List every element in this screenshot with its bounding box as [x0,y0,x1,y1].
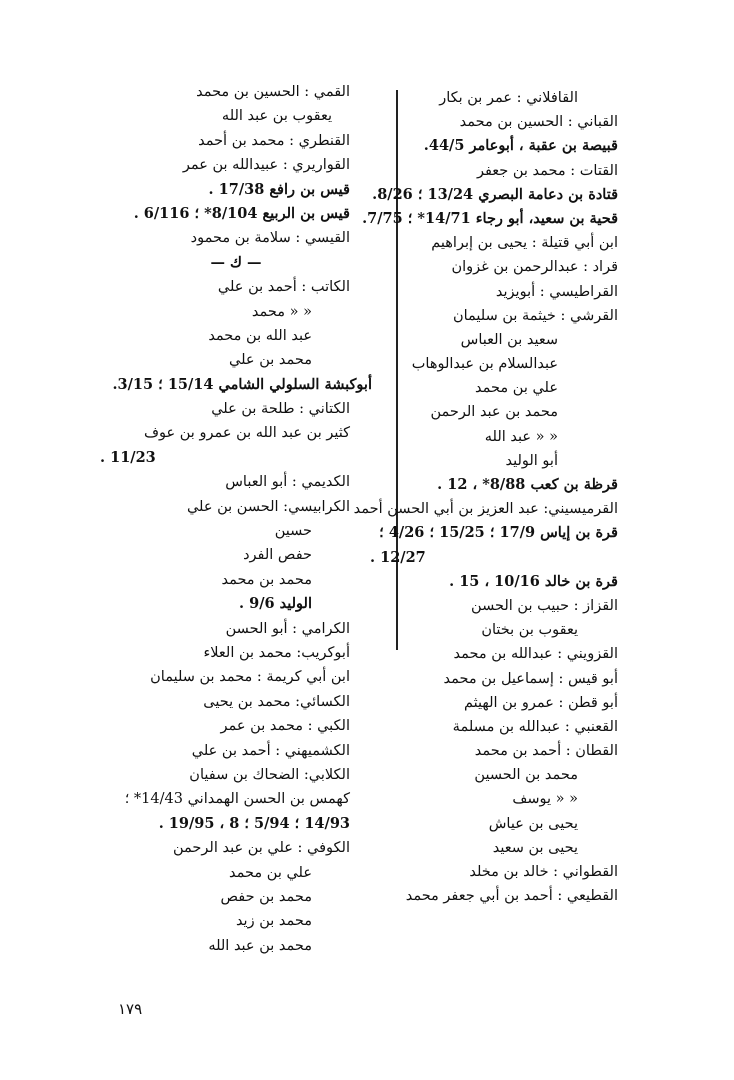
index-entry: الكوفي : علي بن عبد الرحمن [173,840,350,857]
index-entry: يحيى بن عياش [488,815,578,832]
index-entry: القطيعي : أحمد بن أبي جعفر محمد [405,888,618,905]
index-entry: ابن أبي كريمة : محمد بن سليمان [150,669,350,686]
index-entry: « « محمد [251,303,312,320]
right-column [353,86,618,908]
index-entry: قرة بن خالد 10/16 ، 15 . [449,572,618,590]
index-entry: 14/93 ؛ 5/94 ؛ 8 ، 19/95 . [158,814,350,832]
index-entry: القراطيسي : أبويزيد [495,283,618,300]
index-entry: « « يوسف [512,791,578,808]
index-entry: أبوكريب: محمد بن العلاء [203,644,350,661]
index-entry: القيسي : سلامة بن محمود [190,230,350,247]
index-entry: 11/23 . [100,448,156,466]
index-entry: عبدالسلام بن عبدالوهاب [411,356,558,373]
index-entry: محمد بن زيد [235,913,312,930]
index-entry: قرة بن إياس 17/9 ؛ 15/25 ؛ 4/26 ؛ [379,524,618,542]
index-entry: الكرامي : أبو الحسن [225,620,350,637]
index-entry: محمد بن الحسين [474,767,578,784]
index-entry: يعقوب بن بختان [481,622,578,639]
index-entry: قراد : عبدالرحمن بن غزوان [451,259,618,276]
index-entry: قرظة بن كعب 8/88* ، 12 . [437,476,618,493]
index-entry: كثير بن عبد الله بن عمرو بن عوف [143,425,350,442]
index-entry: قحية بن سعيد، أبو رجاء 14/71* ؛ 7/75. [362,209,618,227]
index-entry: علي بن محمد [475,380,558,397]
index-entry: قتادة بن دعامة البصري 13/24 ؛ 8/26. [372,185,618,203]
index-entry: محمد بن عبد الرحمن [430,404,558,421]
index-entry: محمد بن عبد الله [208,937,312,954]
index-entry: القمي : الحسين بن محمد [196,84,350,100]
index-entry: ابن أبي قتيلة : يحيى بن إبراهيم [431,235,618,252]
index-entry: « « عبد الله [484,428,558,445]
index-entry: القنطري : محمد بن أحمد [198,132,350,149]
index-entry: الكاتب : أحمد بن علي [217,279,350,296]
index-entry: محمد بن علي [229,352,312,369]
index-entry: أبو الوليد [505,452,558,469]
index-entry: القطان : أحمد بن محمد [474,743,618,760]
index-entry: علي بن محمد [229,864,312,881]
index-entry: القباني : الحسين بن محمد [459,114,618,131]
index-entry: قبيصة بن عقبة ، أبوعامر 44/5. [423,137,618,155]
index-entry: الكبي : محمد بن عمر [220,718,350,735]
index-entry: كهمس بن الحسن الهمداني 14/43* ؛ [124,791,350,808]
index-entry: أبوكبشة السلولي الشامي 15/14 ؛ 3/15. [112,375,372,393]
index-entry: 12/27 . [370,548,426,566]
index-entry: محمد بن حفص [220,888,312,905]
index-entry: أبو قطن : عمرو بن الهيثم [464,694,618,711]
index-entry: القتات : محمد بن جعفر [476,162,618,179]
index-entry: محمد بن محمد [221,571,312,588]
index-entry: القافلاني : عمر بن بكار [439,90,578,106]
index-entry: — ك — [210,253,262,271]
index-entry: حفص الفرد [243,547,312,564]
index-entry: الكتاني : طلحة بن علي [211,401,350,418]
index-entry: الوليد 9/6 . [239,595,312,613]
index-entry: القزويني : عبدالله بن محمد [453,646,618,663]
index-entry: يعقوب بن عبد الله [221,108,332,125]
index-entry: القرشي : خيثمة بن سليمان [452,307,618,324]
index-entry: الكسائي: محمد بن يحيى [203,693,350,710]
index-entry: سعيد بن العباس [460,331,558,348]
index-entry: القطواني : خالد بن مخلد [469,864,618,880]
index-entry: القواريري : عبيدالله بن عمر [182,157,350,174]
index-entry: أبو قيس : إسماعيل بن محمد [443,670,618,687]
index-entry: القرميسيني: عبد العزيز بن أبي الحسن أحمد [353,501,618,518]
left-column [100,80,372,958]
index-entry: يحيى بن سعيد [492,839,578,856]
index-entry: قيس بن رافع 17/38 . [208,180,350,198]
index-entry: قيس بن الربيع 8/104* ؛ 6/116 . [133,204,350,222]
index-entry: حسين [274,523,312,540]
page-number: ١٧٩ [118,1000,143,1018]
index-entry: القعنبي : عبدالله بن مسلمة [452,718,618,735]
index-entry: الكلابي: الضحاك بن سفيان [189,766,350,783]
index-entry: الكرابيسي: الحسن بن علي [186,498,350,515]
index-entry: الكديمي : أبو العباس [225,474,350,491]
index-entry: عبد الله بن محمد [208,327,312,344]
index-entry: القزاز : حبيب بن الحسن [471,597,618,614]
index-entry: الكشميهني : أحمد بن علي [191,742,350,759]
